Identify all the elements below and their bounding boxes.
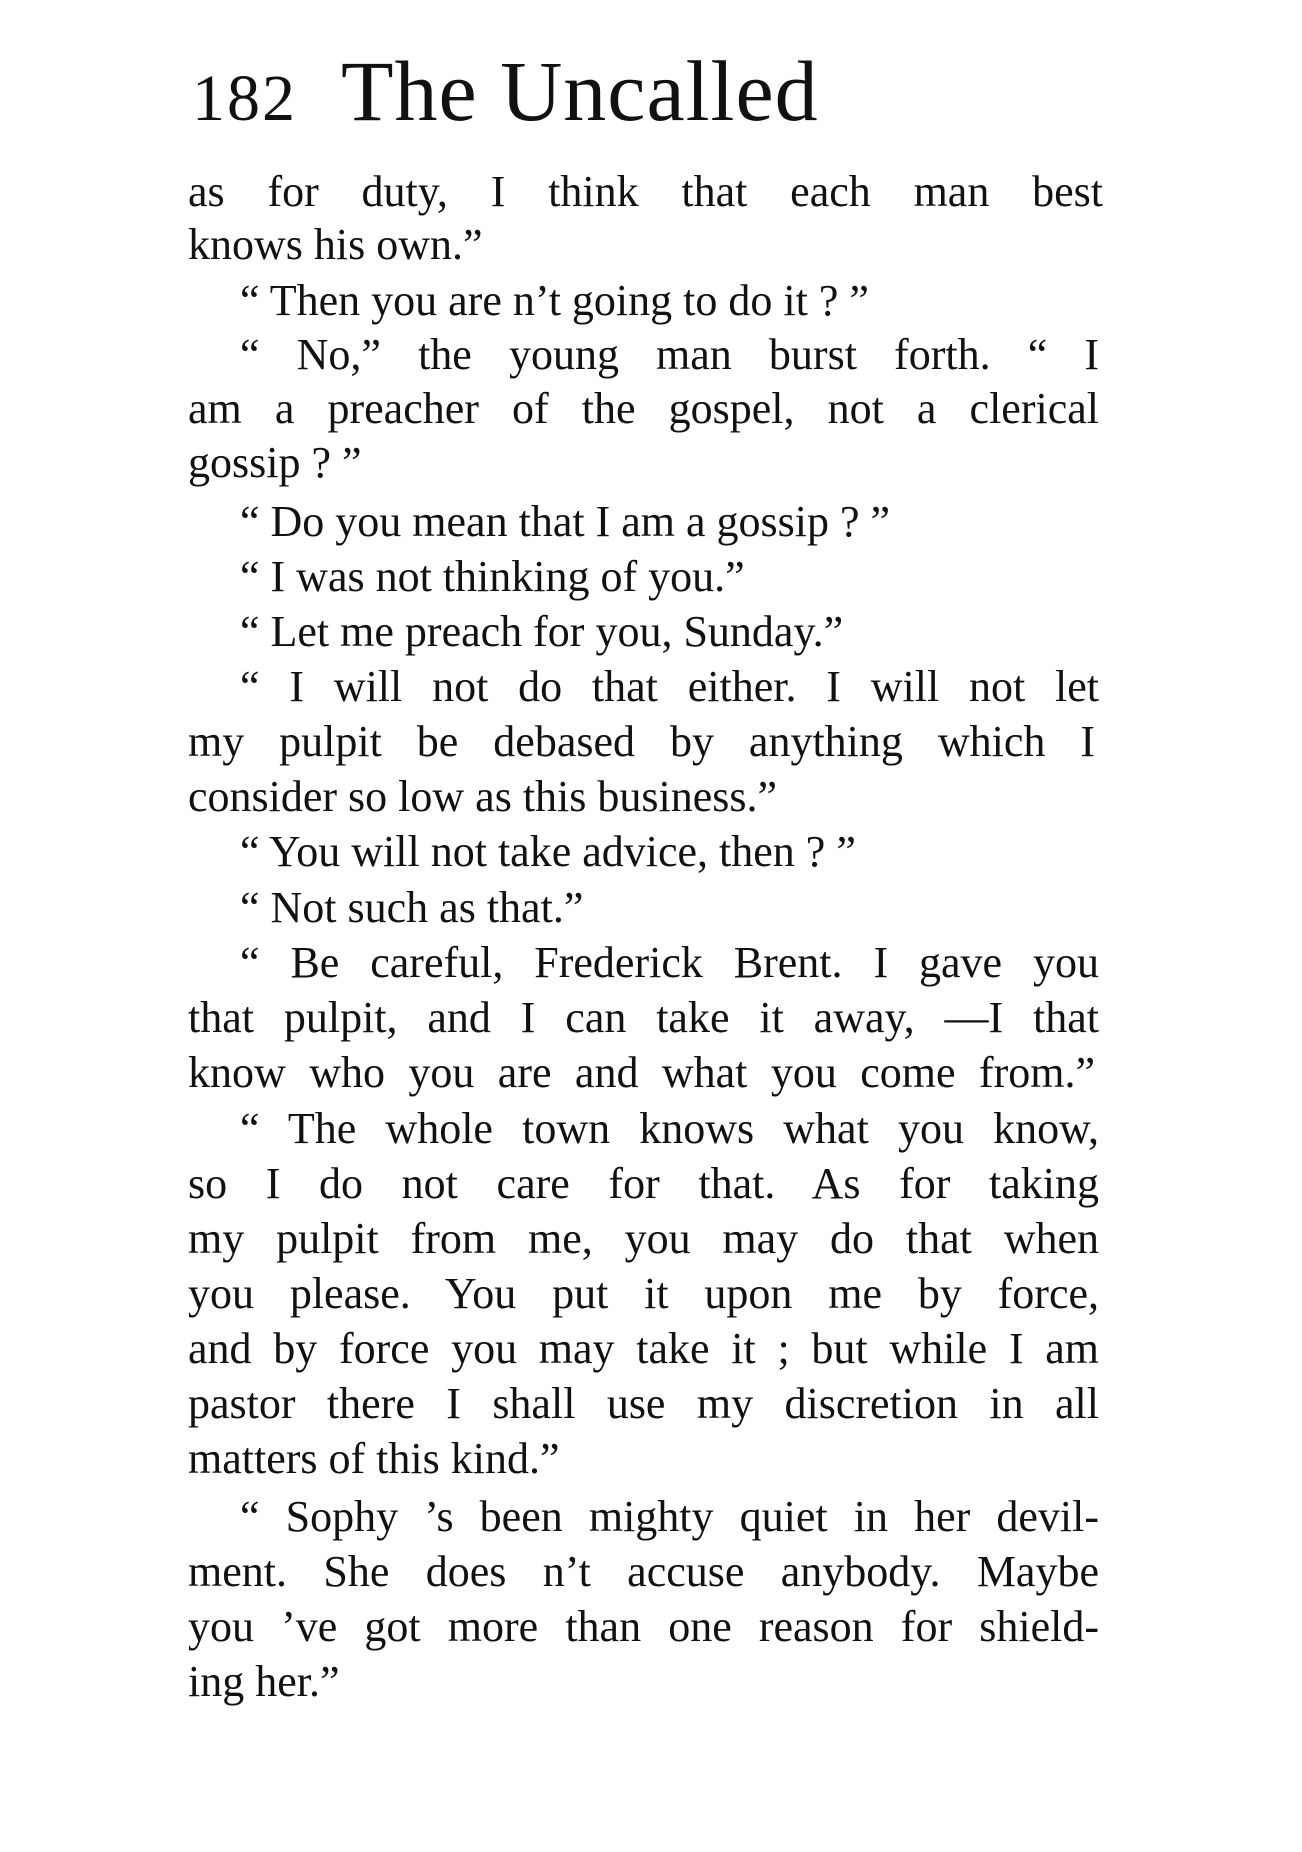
text-line: knows his own.”: [188, 220, 483, 269]
text-line: consider so low as this business.”: [188, 772, 778, 821]
text-line: “ The whole town knows what you know,: [240, 1104, 1099, 1153]
text-line: know who you are and what you come from.”: [188, 1048, 1095, 1097]
page-header: [192, 43, 819, 139]
text-line: ment. She does n’t accuse anybody. Maybe: [188, 1547, 1099, 1596]
text-line: “ No,” the young man burst forth. “ I: [240, 330, 1099, 379]
running-title: The Uncalled: [341, 43, 819, 139]
text-line: matters of this kind.”: [188, 1434, 560, 1483]
text-line: so I do not care for that. As for taking: [188, 1159, 1099, 1208]
text-line: “ Let me preach for you, Sunday.”: [240, 607, 844, 656]
text-line: pastor there I shall use my discretion in all: [188, 1379, 1099, 1428]
text-line: my pulpit be debased by anything which I: [188, 717, 1095, 766]
text-line: as for duty, I think that each man best: [188, 167, 1103, 216]
text-line: gossip ? ”: [188, 438, 362, 487]
text-line: “ Do you mean that I am a gossip ? ”: [240, 497, 891, 546]
page-number: 182: [192, 62, 297, 135]
text-line: “ I will not do that either. I will not let: [240, 662, 1099, 711]
text-line: “ Not such as that.”: [240, 883, 584, 932]
text-line: “ You will not take advice, then ? ”: [240, 827, 856, 876]
text-line: “ Then you are n’t going to do it ? ”: [240, 276, 869, 325]
text-line: am a preacher of the gospel, not a clerical: [188, 384, 1099, 433]
text-line: my pulpit from me, you may do that when: [188, 1214, 1099, 1263]
text-line: you ’ve got more than one reason for shield-: [188, 1602, 1099, 1651]
text-line: “ Sophy ’s been mighty quiet in her devil-: [240, 1492, 1099, 1541]
text-line: that pulpit, and I can take it away, —I that: [188, 993, 1099, 1042]
text-line: and by force you may take it ; but while I am: [188, 1324, 1099, 1373]
text-line: you please. You put it upon me by force,: [188, 1269, 1099, 1318]
text-line: “ Be careful, Frederick Brent. I gave you: [240, 938, 1099, 987]
text-line: “ I was not thinking of you.”: [240, 552, 745, 601]
text-line: ing her.”: [188, 1657, 340, 1706]
